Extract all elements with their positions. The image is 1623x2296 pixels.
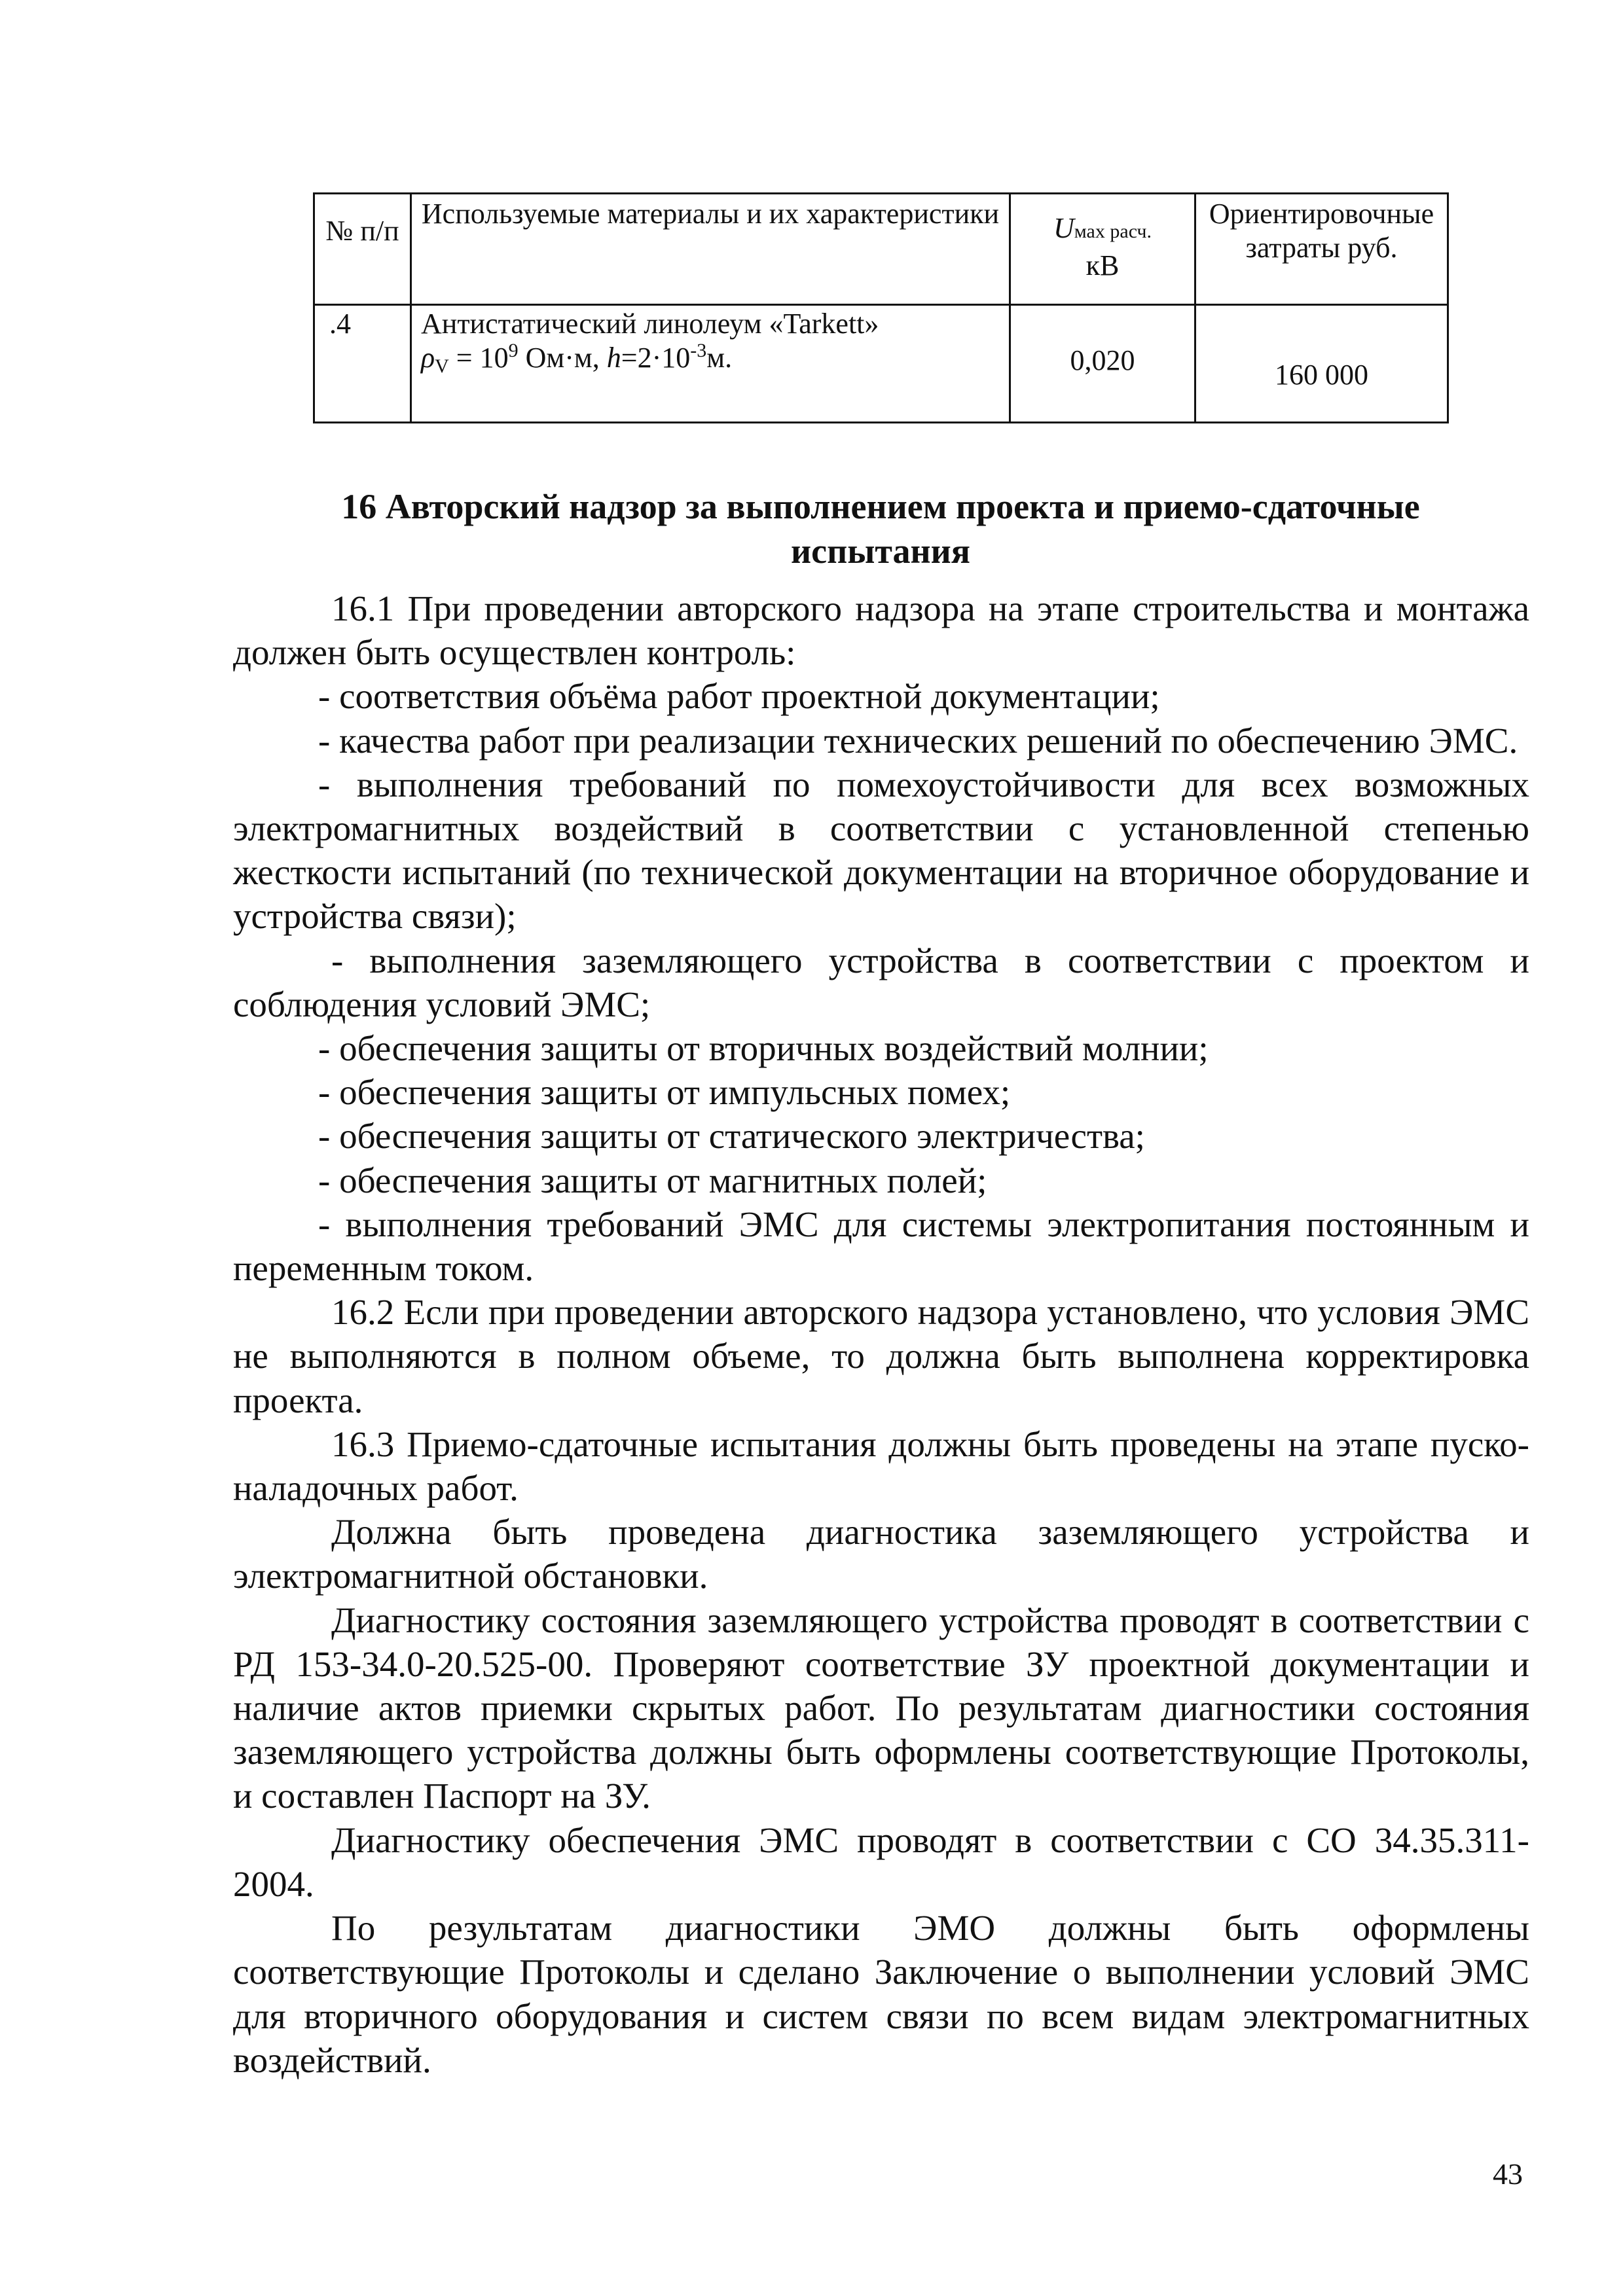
bullet-item: - соответствия объёма работ проектной документации; (318, 676, 1160, 717)
paragraph-16-2: 16.2 Если при проведении авторского надзора установлено, что условия ЭМС не выполняются в полном объеме, то должна быть выполнена корректировка проекта. (233, 1292, 1529, 1420)
rho-subscript: V (435, 355, 449, 377)
bullet-item: - выполнения требований ЭМС для системы электропитания постоянным и переменным током. (233, 1204, 1529, 1289)
page-number: 43 (1493, 2157, 1523, 2191)
bullet-item: - обеспечения защиты от статического электричества; (318, 1116, 1145, 1157)
h-eq: =2·10 (621, 342, 691, 374)
header-cost: Ориентировочные затраты руб. (1195, 194, 1448, 305)
row-cost: 160 000 (1195, 305, 1448, 423)
section-title: 16 Авторский надзор за выполнением проекта и приемо-сдаточные испытания (341, 487, 1420, 571)
bullet-item: - обеспечения защиты от импульсных помех; (318, 1072, 1011, 1113)
rho-exponent: 9 (508, 340, 519, 361)
bullet-item: - качества работ при реализации технических решений по обеспечению ЭМС. (318, 720, 1518, 761)
bullet-item: - обеспечения защиты от магнитных полей; (318, 1160, 987, 1200)
h-unit: м. (706, 342, 733, 374)
h-symbol: h (606, 342, 621, 374)
bullet-item: - обеспечения защиты от вторичных воздействий молнии; (318, 1028, 1209, 1069)
table-row (314, 305, 1448, 423)
paragraph-16-3: 16.3 Приемо-сдаточные испытания должны быть проведены на этапе пуско-наладочных работ. (233, 1424, 1529, 1509)
bullet-item: - выполнения заземляющего устройства в соответствии с проектом и соблюдения условий ЭМС; (233, 940, 1529, 1024)
paragraph: Диагностику обеспечения ЭМС проводят в соответствии с СО 34.35.311-2004. (233, 1820, 1529, 1904)
header-material: Используемые материалы и их характеристики (411, 194, 1010, 305)
materials-table (313, 192, 1449, 423)
row-material (411, 305, 1010, 423)
material-name: Антистатический линолеум «Tarkett» (421, 308, 879, 340)
paragraph: Диагностику состояния заземляющего устройства проводят в соответствии с РД 153-34.0-20.525-00. Проверяют соответствие ЗУ проектной документации и наличие актов приемки скрытых работ. По результатам диагностики состояния заземляющего устройства должны быть оформлены соответствующие Протоколы, и составлен Паспорт на ЗУ. (233, 1600, 1529, 1816)
h-exponent: -3 (690, 340, 707, 361)
paragraph-16-1: 16.1 При проведении авторского надзора на этапе строительства и монтажа должен быть осуществлен контроль: (233, 588, 1529, 673)
row-voltage: 0,020 (1010, 305, 1195, 423)
bullet-item: - выполнения требований по помехоустойчивости для всех возможных электромагнитных воздействий в соответствии с установленной степенью жесткости испытаний (по технической документации на вторичное оборудование и устройства связи); (233, 764, 1529, 937)
voltage-symbol: U (1053, 212, 1074, 244)
body-text (233, 586, 1529, 2082)
table-header-row (314, 194, 1448, 305)
voltage-subscript: мах расч. (1074, 221, 1152, 242)
paragraph: По результатам диагностики ЭМО должны быть оформлены соответствующие Протоколы и сделано Заключение о выполнении условий ЭМС для вторичного оборудования и систем связи по всем видам электромагнитных воздействий. (233, 1908, 1529, 2080)
rho-unit: Ом·м, (518, 342, 607, 374)
rho-eq: = 10 (448, 342, 509, 374)
rho-symbol: ρ (421, 342, 435, 374)
voltage-unit: кВ (1085, 249, 1120, 281)
paragraph: Должна быть проведена диагностика заземляющего устройства и электромагнитной обстановки. (233, 1512, 1529, 1596)
header-num: № п/п (314, 194, 411, 305)
row-num: .4 (314, 305, 411, 423)
header-voltage (1010, 194, 1195, 305)
